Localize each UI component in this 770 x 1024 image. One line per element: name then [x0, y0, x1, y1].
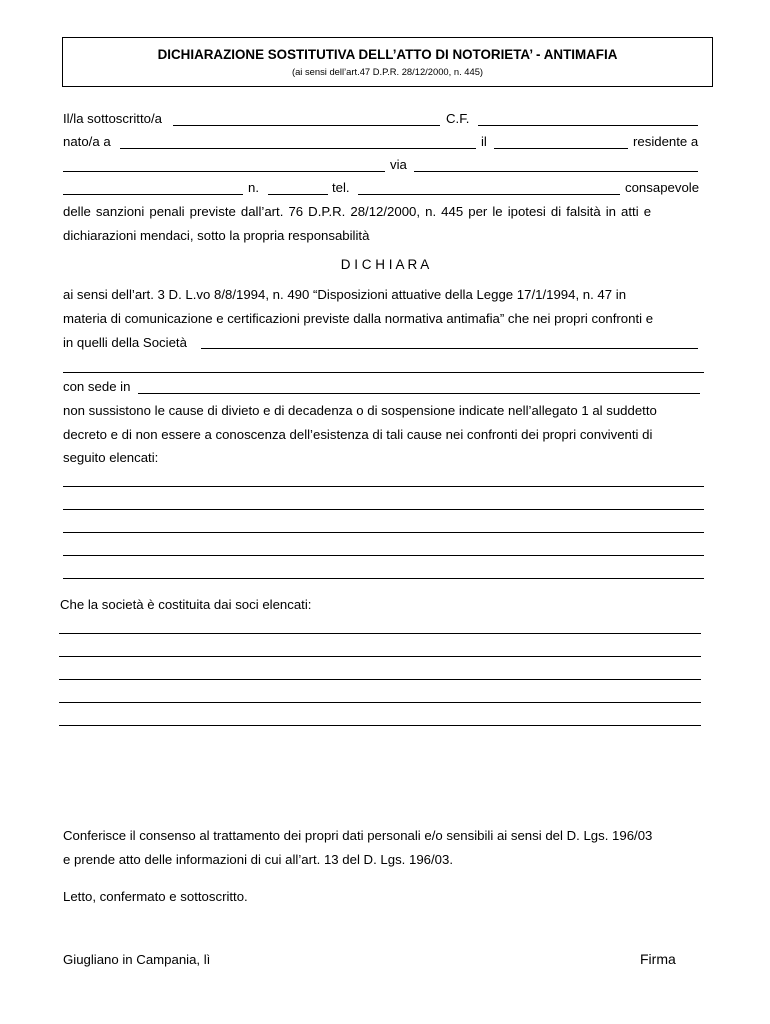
residente-label: residente a [633, 134, 699, 149]
soci-label: Che la società è costituita dai soci elencati: [60, 597, 312, 612]
conviventi-line-4[interactable] [63, 555, 704, 556]
civico-field[interactable] [268, 194, 328, 195]
data-nascita-field[interactable] [494, 148, 628, 149]
cf-field[interactable] [478, 125, 698, 126]
sottoscritto-field[interactable] [173, 125, 440, 126]
nato-label: nato/a a [63, 134, 111, 149]
conviventi-line-1[interactable] [63, 486, 704, 487]
letto-text: Letto, confermato e sottoscritto. [63, 889, 248, 904]
sottoscritto-label: Il/la sottoscritto/a [63, 111, 162, 126]
conviventi-line-5[interactable] [63, 578, 704, 579]
cause-text-1: non sussistono le cause di divieto e di decadenza o di sospensione indicate nell’allegato 1 al suddetto [63, 403, 657, 418]
via-cont-field[interactable] [63, 194, 243, 195]
soci-line-1[interactable] [59, 633, 701, 634]
luogo-nascita-field[interactable] [120, 148, 476, 149]
societa-field[interactable] [201, 348, 698, 349]
consenso-text-2: e prende atto delle informazioni di cui all’art. 13 del D. Lgs. 196/03. [63, 852, 453, 867]
cf-label: C.F. [446, 111, 470, 126]
soci-line-2[interactable] [59, 656, 701, 657]
document-header [62, 37, 713, 87]
il-label: il [481, 134, 487, 149]
sede-field[interactable] [138, 393, 700, 394]
via-label: via [390, 157, 407, 172]
conviventi-line-2[interactable] [63, 509, 704, 510]
firma-label: Firma [640, 951, 676, 967]
societa-cont-field[interactable] [63, 372, 704, 373]
luogo-data-label: Giugliano in Campania, lì [63, 952, 211, 967]
dichiara-text-1: ai sensi dell’art. 3 D. L.vo 8/8/1994, n. 490 “Disposizioni attuative della Legge 17/1/1994, n. 47 in [63, 287, 627, 302]
consenso-text-1: Conferisce il consenso al trattamento dei propri dati personali e/o sensibili ai sensi del D. Lgs. 196/03 [63, 828, 653, 843]
document-title: DICHIARAZIONE SOSTITUTIVA DELL’ATTO DI NOTORIETA’ - ANTIMAFIA [157, 47, 618, 62]
sede-label: con sede in [63, 379, 131, 394]
tel-label: tel. [332, 180, 350, 195]
via-field[interactable] [414, 171, 698, 172]
sanzioni-text-2: dichiarazioni mendaci, sotto la propria responsabilità [63, 228, 370, 243]
dichiara-heading: D I C H I A R A [340, 257, 430, 272]
dichiara-text-2: materia di comunicazione e certificazioni previste dalla normativa antimafia” che nei propri confronti e [63, 311, 654, 326]
cause-text-3: seguito elencati: [63, 450, 159, 465]
sanzioni-text-1: delle sanzioni penali previste dall’art. 76 D.P.R. 28/12/2000, n. 445 per le ipotesi di falsità in atti e [63, 204, 652, 219]
conviventi-line-3[interactable] [63, 532, 704, 533]
societa-label: in quelli della Società [63, 335, 187, 350]
cause-text-2: decreto e di non essere a conoscenza dell’esistenza di tali cause nei confronti dei propri conviventi di [63, 427, 653, 442]
soci-line-3[interactable] [59, 679, 701, 680]
consapevole-label: consapevole [625, 180, 700, 195]
tel-field[interactable] [358, 194, 620, 195]
n-label: n. [248, 180, 259, 195]
residenza-field[interactable] [63, 171, 385, 172]
soci-line-4[interactable] [59, 702, 701, 703]
soci-line-5[interactable] [59, 725, 701, 726]
document-subtitle: (ai sensi dell’art.47 D.P.R. 28/12/2000, n. 445) [291, 66, 484, 77]
